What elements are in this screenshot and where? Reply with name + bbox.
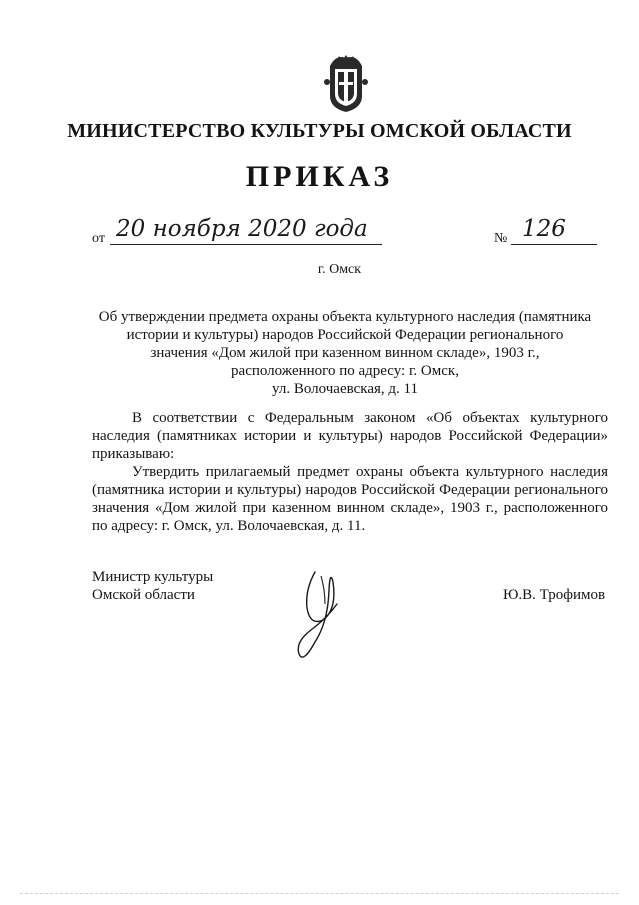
page-edge-divider (20, 893, 619, 894)
document-type-title: ПРИКАЗ (245, 160, 394, 193)
order-paragraph: Утвердить прилагаемый предмет охраны объекта культурного наследия (памятника истории и культуры) народов Российской Федерации регионального значения «Дом жилой при казенном винном складе», 1903 г., расположенного по адресу: г. Омск, ул. Волочаевская, д. 11. (92, 464, 608, 534)
subject-line: Об утверждении предмета охраны объекта культурного наследия (памятника (98, 309, 592, 325)
date-handwritten: 20 ноября 2020 года (116, 216, 368, 242)
number-prefix: № (494, 231, 508, 246)
subject-line: ул. Волочаевская, д. 11 (272, 381, 418, 397)
number-handwritten: 126 (522, 216, 566, 242)
omsk-coat-of-arms-icon (322, 52, 370, 114)
subject-line: расположенного по адресу: г. Омск, (231, 363, 459, 379)
signer-name: Ю.В. Трофимов (503, 587, 606, 603)
city-label: г. Омск (317, 262, 362, 277)
order-body (92, 409, 608, 535)
number-underline (511, 244, 597, 245)
order-subject (95, 308, 595, 398)
signer-title (92, 568, 213, 604)
signer-title-line: Министр культуры (92, 569, 214, 585)
handwritten-signature (285, 560, 360, 670)
subject-line: истории и культуры) народов Российской Федерации регионального (126, 327, 564, 343)
date-underline (110, 244, 382, 245)
preamble-paragraph: В соответствии с Федеральным законом «Об объектах культурного наследия (памятниках истории и культуры) народов Российской Федерации» приказываю: (92, 410, 608, 462)
ministry-name: МИНИСТЕРСТВО КУЛЬТУРЫ ОМСКОЙ ОБЛАСТИ (67, 120, 572, 142)
subject-line: значения «Дом жилой при казенном винном складе», 1903 г., (150, 345, 540, 361)
signer-title-line: Омской области (92, 587, 195, 603)
date-prefix: от (92, 231, 105, 246)
